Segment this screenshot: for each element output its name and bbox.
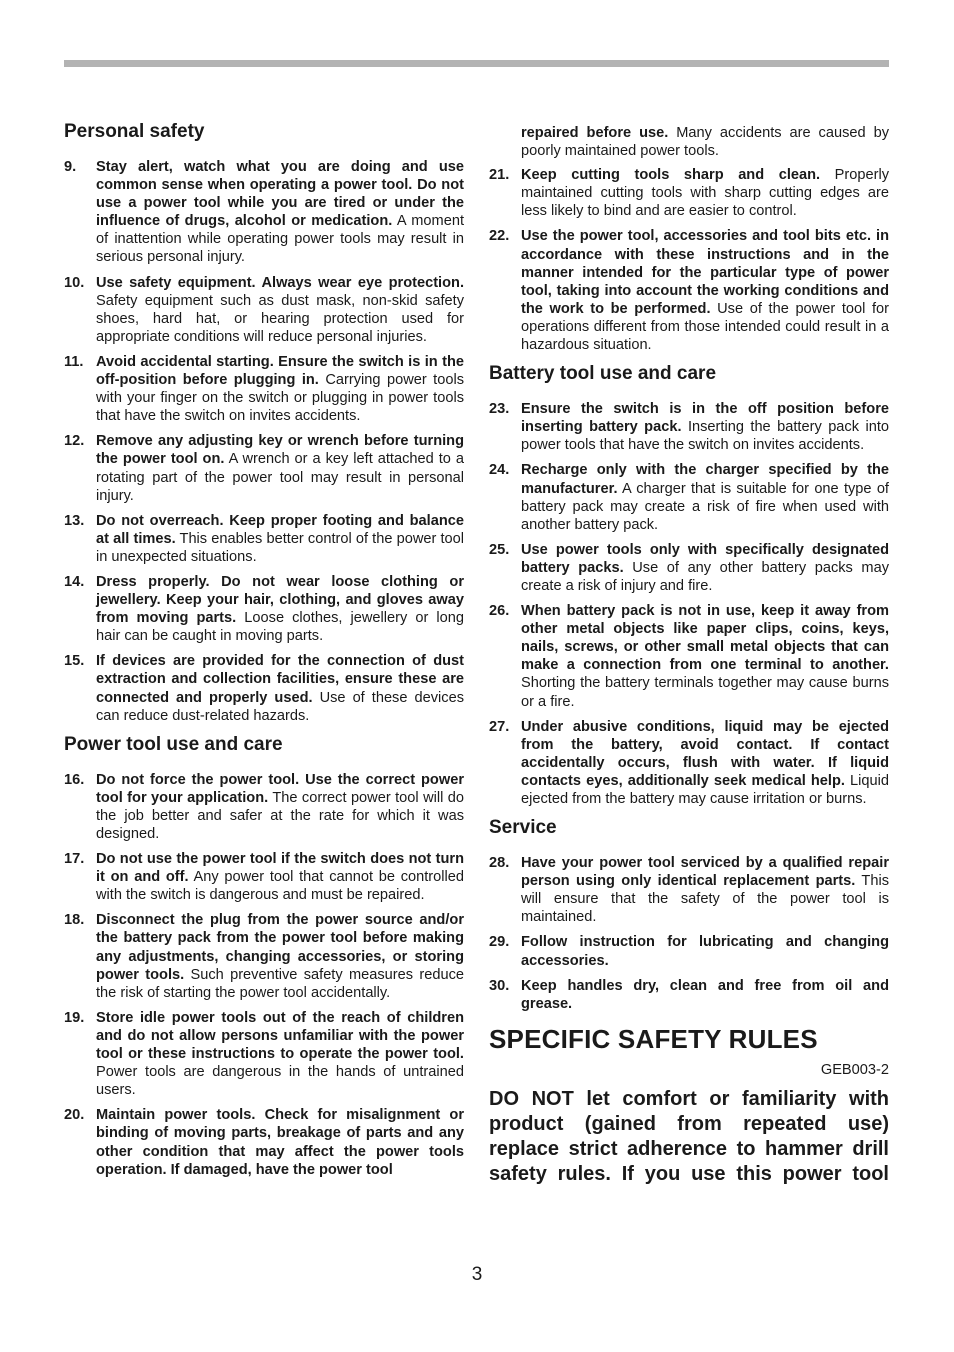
item-body-text: Carrying power tools with your finger on the switch or plugging in power tools that have the switch on invites accidents.	[96, 372, 465, 425]
item-number: 27.	[489, 718, 510, 735]
item-number: 12.	[64, 433, 85, 450]
item-bold-text: Stay alert, watch what you are doing and use common sense when operating a power tool. Do not use a power tool while you are tired or under the influence of drugs, alcohol or medication.	[96, 159, 464, 230]
list-item	[489, 400, 889, 454]
item-text	[96, 274, 464, 346]
item-body-text: Such preventive safety measures reduce the risk of starting the power tool accidentally.	[96, 966, 464, 1001]
list-item	[64, 353, 464, 425]
item-body-text: The correct power tool will do the job better and safer at the rate for which it was designed.	[96, 789, 464, 842]
item-number: 11.	[64, 353, 84, 370]
item-bold-text: Use safety equipment. Always wear eye protection.	[96, 274, 464, 291]
item-number: 19.	[64, 1009, 85, 1026]
item-body-text: Use of any other battery packs may create a risk of injury and fire.	[521, 559, 889, 594]
item-number: 9.	[64, 159, 77, 175]
item-text	[96, 512, 464, 566]
warning-text: DO NOT let comfort or familiarity with product (gained from repeated use) replace strict adherence to hammer drill safety rules. If you use this power tool	[489, 1087, 889, 1185]
item-number: 13.	[64, 512, 85, 529]
item-number: 15.	[64, 653, 85, 670]
item-bold-text: Have your power tool serviced by a qualified repair person using only identical replacement parts.	[521, 855, 889, 890]
item-number: 21.	[489, 167, 510, 184]
list-item	[489, 977, 889, 1013]
item-body-text: This enables better control of the power tool in unexpected situations.	[96, 530, 464, 565]
item-text	[521, 933, 889, 969]
list-item	[64, 512, 464, 566]
item-bold-text: Do not overreach. Keep proper footing and balance at all times.	[96, 512, 464, 547]
continuation-item-20: repaired before use. Many accidents are caused by poorly maintained power tools.	[521, 125, 889, 160]
item-number: 23.	[489, 401, 510, 418]
list-item	[64, 771, 464, 843]
item-body-text: Power tools are dangerous in the hands of untrained users.	[96, 1064, 464, 1099]
service-list	[489, 854, 889, 1013]
item-text	[96, 432, 464, 504]
heading-power-tool-use: Power tool use and care	[64, 733, 283, 755]
list-item	[489, 854, 889, 926]
item-bold-text: Keep handles dry, clean and free from oil and grease.	[521, 977, 889, 1012]
item-bold-text: When battery pack is not in use, keep it away from other metal objects like paper clips, coins, keys, nails, screws, or other small metal objects that can make a connection from one terminal to another.	[521, 603, 889, 674]
top-rule	[64, 60, 889, 67]
list-item	[489, 166, 889, 220]
item-bold-text: Under abusive conditions, liquid may be ejected from the battery, avoid contact. If contact accidentally occurs, flush with water. If liquid contacts eyes, additionally seek medical help.	[521, 718, 889, 789]
list-item	[64, 1009, 464, 1099]
item-number: 17.	[64, 851, 85, 868]
item-body-text: Liquid ejected from the battery may cause irritation or burns.	[521, 772, 889, 807]
item-text	[96, 911, 464, 1001]
item-number: 10.	[64, 274, 85, 291]
list-item	[489, 461, 889, 533]
power-tool-list	[64, 771, 464, 1179]
item-body-text: Safety equipment such as dust mask, non-skid safety shoes, hard hat, or hearing protection used for appropriate conditions will reduce personal injuries.	[96, 292, 464, 345]
document-code: GEB003-2	[820, 1061, 889, 1078]
item-body-text: Use of the power tool for operations different from those intended could result in a hazardous situation.	[521, 300, 890, 354]
item-text	[521, 602, 889, 711]
item-bold-text: If devices are provided for the connection of dust extraction and collection facilities, ensure these are connected and properly used.	[96, 653, 464, 706]
item-bold-text: Use power tools only with specifically designated battery packs.	[521, 541, 889, 576]
specific-safety-rules-title: SPECIFIC SAFETY RULES	[489, 1023, 818, 1054]
item-text	[521, 854, 889, 926]
item-bold-text: Recharge only with the charger specified by the manufacturer.	[521, 462, 889, 497]
item-text	[521, 977, 889, 1013]
list-item	[489, 933, 889, 969]
item-text	[96, 1106, 464, 1178]
item-number: 22.	[489, 228, 510, 245]
list-item	[64, 652, 464, 724]
item-text	[96, 353, 464, 425]
list-item	[64, 274, 464, 346]
item-body-text: A wrench or a key left attached to a rotating part of the power tool may result in personal injury.	[96, 451, 464, 504]
item-body-text: A charger that is suitable for one type of battery pack may create a risk of fire when used with another battery pack.	[521, 480, 889, 533]
item-text	[96, 850, 464, 904]
item-bold-text: Ensure the switch is in the off position before inserting battery pack.	[521, 401, 889, 436]
heading-battery-tool-use: Battery tool use and care	[489, 363, 717, 385]
left-column	[64, 120, 464, 1186]
item-number: 20.	[64, 1107, 85, 1124]
item-bold-text: Use the power tool, accessories and tool bits etc. in accordance with these instructions and in the manner intended for the particular type of power tool, taking into account the working conditions and the work to be performed.	[521, 228, 889, 317]
right-column	[489, 124, 889, 1187]
item-body-text: Any power tool that cannot be controlled with the switch is dangerous and must be repaired.	[96, 869, 464, 904]
page-number: 3	[471, 1264, 483, 1285]
item-number: 16.	[64, 771, 85, 788]
item-bold-text: Do not use the power tool if the switch does not turn it on and off.	[96, 851, 464, 886]
item-bold-text: Follow instruction for lubricating and changing accessories.	[521, 934, 889, 969]
item-number: 18.	[64, 912, 85, 929]
item-bold-text: Dress properly. Do not wear loose clothing or jewellery. Keep your hair, clothing, and gloves away from moving parts.	[96, 573, 464, 627]
item-bold-text: Do not force the power tool. Use the correct power tool for your application.	[96, 771, 464, 806]
personal-safety-list	[64, 158, 464, 725]
item-body-text: Shorting the battery terminals together may cause burns or a fire.	[521, 675, 889, 710]
item-text	[521, 461, 889, 533]
item-number: 25.	[489, 541, 510, 558]
list-item	[489, 718, 889, 808]
item-number: 24.	[489, 462, 510, 479]
item-text	[96, 573, 464, 645]
item-bold-text: Keep cutting tools sharp and clean.	[521, 167, 821, 184]
item-number: 28.	[489, 855, 510, 872]
list-item	[489, 227, 889, 354]
power-tool-list-cont	[489, 166, 889, 354]
item-text	[521, 166, 889, 220]
item-bold-text: Avoid accidental starting. Ensure the switch is in the off-position before plugging in.	[96, 353, 464, 389]
item-number: 14.	[64, 573, 85, 590]
item-body-text: Loose clothes, jewellery or long hair can be caught in moving parts.	[96, 610, 464, 645]
list-item	[64, 850, 464, 904]
item-text	[521, 227, 889, 354]
list-item	[64, 911, 464, 1001]
list-item	[489, 541, 889, 595]
item-text	[521, 400, 889, 454]
item-text	[96, 1009, 464, 1099]
item-body-text: Use of these devices can reduce dust-related hazards.	[96, 689, 464, 724]
item-bold-text: Store idle power tools out of the reach of children and do not allow persons unfamiliar with the power tool or these instructions to operate the power tool.	[96, 1009, 464, 1063]
item-body-text: A moment of inattention while operating power tools may result in serious personal injury.	[96, 213, 464, 266]
item-body-text: Inserting the battery pack into power tools that have the switch on invites accidents.	[521, 419, 889, 454]
list-item	[64, 1106, 464, 1178]
heading-personal-safety: Personal safety	[64, 121, 205, 142]
item-number: 30.	[489, 977, 510, 994]
list-item	[64, 573, 464, 645]
item-bold-text: Maintain power tools. Check for misalignment or binding of moving parts, breakage of parts and any other condition that may affect the power tools operation. If damaged, have the power tool	[96, 1107, 464, 1178]
item-number: 29.	[489, 934, 510, 951]
item-body-text: This will ensure that the safety of the power tool is maintained.	[521, 873, 889, 926]
item-text	[521, 541, 889, 595]
list-item	[489, 602, 889, 711]
item-body-text: Properly maintained cutting tools with sharp cutting edges are less likely to bind and are easier to control.	[521, 167, 889, 220]
item-text	[521, 718, 889, 808]
item-text	[96, 652, 464, 724]
item-bold-text: Disconnect the plug from the power source and/or the battery pack from the power tool before making any adjustments, changing accessories, or storing power tools.	[96, 912, 464, 983]
heading-service: Service	[489, 817, 557, 839]
list-item	[64, 432, 464, 504]
battery-tool-list	[489, 400, 889, 808]
item-text	[96, 771, 464, 843]
item-number: 26.	[489, 603, 510, 620]
item-text	[96, 158, 464, 267]
list-item	[64, 158, 464, 267]
item-bold-text: Remove any adjusting key or wrench before turning the power tool on.	[96, 433, 464, 468]
